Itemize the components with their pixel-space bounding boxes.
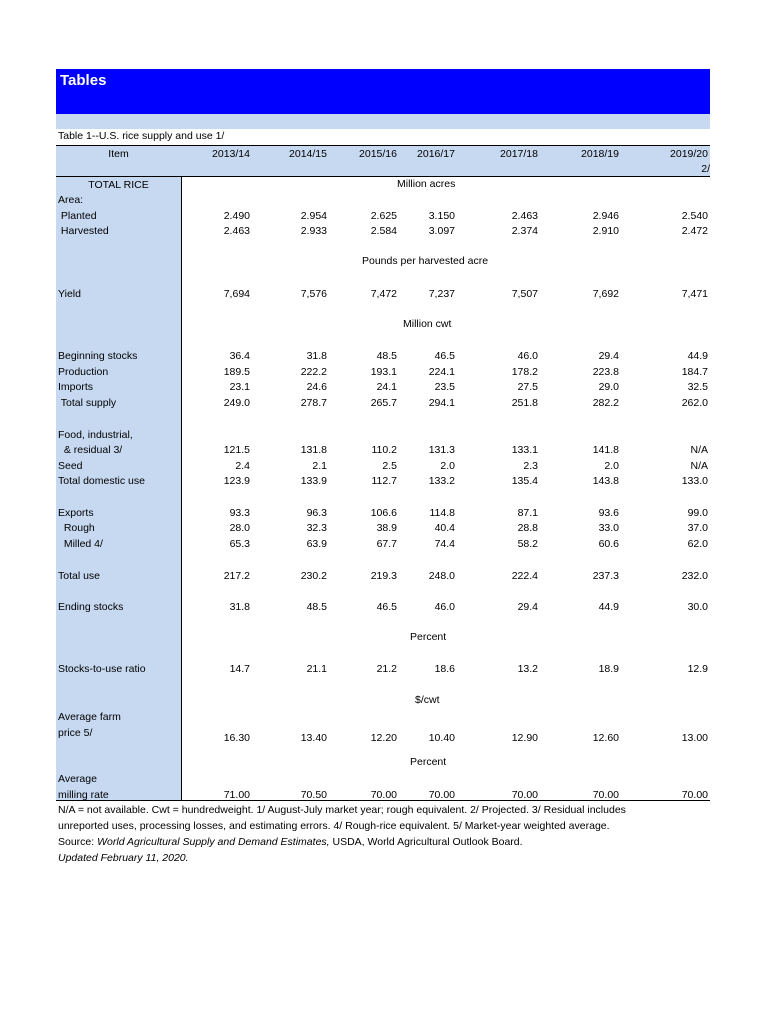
cell-total-supply: 282.2 — [592, 397, 619, 409]
cell-harvested: 2.584 — [370, 225, 397, 237]
cell-milling-rate: 70.00 — [511, 789, 538, 801]
cell-total-use: 219.3 — [370, 570, 397, 582]
cell-beginning-stocks: 44.9 — [687, 350, 708, 362]
label-stocks-to-use: Stocks-to-use ratio — [58, 663, 146, 675]
cell-milled: 60.6 — [598, 538, 619, 550]
cell-yield: 7,471 — [681, 288, 708, 300]
cell-rough: 33.0 — [598, 522, 619, 534]
label-food-1: Food, industrial, — [58, 429, 133, 441]
source-prefix: Source: — [58, 836, 98, 848]
cell-rough: 38.9 — [376, 522, 397, 534]
label-rough: Rough — [58, 522, 95, 534]
cell-imports: 32.5 — [687, 381, 708, 393]
cell-harvested: 2.910 — [592, 225, 619, 237]
cell-total-domestic-use: 123.9 — [223, 475, 250, 487]
cell-stocks-to-use: 12.9 — [687, 663, 708, 675]
cell-milled: 58.2 — [517, 538, 538, 550]
year-header: 2018/19 — [581, 148, 619, 160]
cell-seed: 2.1 — [312, 460, 327, 472]
cell-food: 131.3 — [428, 444, 455, 456]
section-total-rice: TOTAL RICE — [88, 179, 149, 191]
cell-production: 178.2 — [511, 366, 538, 378]
unit-million-acres: Million acres — [397, 178, 456, 190]
label-production: Production — [58, 366, 109, 378]
label-imports: Imports — [58, 381, 94, 393]
cell-imports: 23.1 — [229, 381, 250, 393]
year-header: 2013/14 — [212, 148, 250, 160]
cell-beginning-stocks: 36.4 — [229, 350, 250, 362]
cell-stocks-to-use: 18.6 — [434, 663, 455, 675]
label-farm-price-1: Average farm — [58, 711, 121, 723]
cell-rough: 28.8 — [517, 522, 538, 534]
cell-stocks-to-use: 13.2 — [517, 663, 538, 675]
notes-line-2: unreported uses, processing losses, and estimating errors. 4/ Rough-rice equivalent. 5/ Market-year weighted average. — [58, 820, 610, 832]
cell-yield: 7,472 — [370, 288, 397, 300]
cell-food: 110.2 — [371, 444, 397, 456]
cell-rough: 40.4 — [434, 522, 455, 534]
cell-milling-rate: 70.00 — [428, 789, 455, 801]
cell-ending-stocks: 29.4 — [517, 601, 538, 613]
cell-imports: 29.0 — [598, 381, 619, 393]
label-total-domestic-use: Total domestic use — [58, 475, 145, 487]
label-milling-1: Average — [58, 773, 97, 785]
cell-exports: 93.6 — [598, 507, 619, 519]
cell-planted: 2.490 — [223, 210, 250, 222]
cell-harvested: 2.374 — [511, 225, 538, 237]
header-bottom-rule — [56, 176, 710, 177]
cell-ending-stocks: 46.0 — [434, 601, 455, 613]
cell-food: 121.5 — [223, 444, 250, 456]
label-milled: Milled 4/ — [58, 538, 103, 550]
unit-dollar-cwt: $/cwt — [415, 694, 440, 706]
cell-yield: 7,576 — [300, 288, 327, 300]
cell-stocks-to-use: 21.1 — [306, 663, 327, 675]
cell-exports: 96.3 — [306, 507, 327, 519]
cell-production: 193.1 — [370, 366, 397, 378]
cell-stocks-to-use: 21.2 — [376, 663, 397, 675]
cell-milling-rate: 70.00 — [681, 789, 708, 801]
cell-rough: 37.0 — [687, 522, 708, 534]
label-area: Area: — [58, 194, 84, 206]
label-harvested: Harvested — [58, 225, 109, 237]
cell-milling-rate: 70.00 — [370, 789, 397, 801]
notes-line-1: N/A = not available. Cwt = hundredweight. 1/ August-July market year; rough equivalent. 2/ Projected. 3/ Residual includes — [58, 804, 626, 816]
cell-farm-price: 16.30 — [223, 732, 250, 744]
cell-total-use: 217.2 — [223, 570, 250, 582]
label-planted: Planted — [58, 210, 97, 222]
header-top-rule — [56, 145, 710, 146]
cell-harvested: 2.463 — [223, 225, 250, 237]
cell-farm-price: 10.40 — [428, 732, 455, 744]
tables-banner — [56, 69, 710, 114]
cell-production: 189.5 — [223, 366, 250, 378]
cell-milling-rate: 71.00 — [223, 789, 250, 801]
cell-total-domestic-use: 135.4 — [511, 475, 538, 487]
cell-seed: 2.5 — [382, 460, 397, 472]
label-exports: Exports — [58, 507, 94, 519]
year-footnote: 2/ — [701, 163, 710, 175]
cell-ending-stocks: 31.8 — [229, 601, 250, 613]
cell-total-use: 222.4 — [511, 570, 538, 582]
cell-production: 223.8 — [592, 366, 619, 378]
cell-yield: 7,692 — [592, 288, 619, 300]
cell-seed: 2.3 — [523, 460, 538, 472]
header-strip — [56, 114, 710, 129]
cell-planted: 2.946 — [592, 210, 619, 222]
table-notes — [58, 802, 718, 866]
table-title: Table 1--U.S. rice supply and use 1/ — [58, 130, 225, 142]
cell-milling-rate: 70.00 — [592, 789, 619, 801]
cell-total-domestic-use: 112.7 — [371, 475, 397, 487]
cell-planted: 3.150 — [428, 210, 455, 222]
cell-farm-price: 13.00 — [681, 732, 708, 744]
label-food-2: & residual 3/ — [58, 444, 123, 456]
cell-ending-stocks: 44.9 — [598, 601, 619, 613]
cell-exports: 87.1 — [517, 507, 538, 519]
cell-farm-price: 12.90 — [511, 732, 538, 744]
cell-exports: 106.6 — [370, 507, 397, 519]
cell-planted: 2.463 — [511, 210, 538, 222]
cell-stocks-to-use: 14.7 — [229, 663, 250, 675]
source-suffix: USDA, World Agricultural Outlook Board. — [329, 836, 523, 848]
cell-farm-price: 12.60 — [592, 732, 619, 744]
unit-million-cwt: Million cwt — [403, 318, 452, 330]
cell-beginning-stocks: 29.4 — [598, 350, 619, 362]
cell-seed: N/A — [690, 460, 708, 472]
cell-milled: 65.3 — [229, 538, 250, 550]
label-ending-stocks: Ending stocks — [58, 601, 124, 613]
label-total-use: Total use — [58, 570, 101, 582]
label-milling-2: milling rate — [58, 789, 109, 801]
cell-seed: 2.4 — [235, 460, 250, 472]
cell-milling-rate: 70.50 — [300, 789, 327, 801]
cell-exports: 93.3 — [229, 507, 250, 519]
cell-harvested: 2.933 — [300, 225, 327, 237]
cell-seed: 2.0 — [604, 460, 619, 472]
label-total-supply: Total supply — [58, 397, 117, 409]
cell-imports: 24.6 — [306, 381, 327, 393]
cell-planted: 2.954 — [300, 210, 327, 222]
cell-production: 224.1 — [428, 366, 455, 378]
cell-yield: 7,507 — [511, 288, 538, 300]
cell-total-domestic-use: 143.8 — [592, 475, 619, 487]
cell-exports: 99.0 — [687, 507, 708, 519]
cell-food: 133.1 — [511, 444, 538, 456]
cell-total-supply: 265.7 — [370, 397, 397, 409]
source-italic: World Agricultural Supply and Demand Estimates, — [97, 836, 330, 848]
notes-source — [58, 834, 718, 850]
cell-total-domestic-use: 133.0 — [681, 475, 708, 487]
cell-milled: 62.0 — [687, 538, 708, 550]
cell-beginning-stocks: 31.8 — [306, 350, 327, 362]
cell-milled: 74.4 — [434, 538, 455, 550]
label-beginning-stocks: Beginning stocks — [58, 350, 138, 362]
label-yield: Yield — [58, 288, 81, 300]
cell-milled: 67.7 — [376, 538, 397, 550]
banner-title: Tables — [60, 72, 107, 89]
cell-total-use: 230.2 — [300, 570, 327, 582]
year-header: 2014/15 — [289, 148, 327, 160]
cell-farm-price: 12.20 — [370, 732, 397, 744]
cell-ending-stocks: 46.5 — [376, 601, 397, 613]
year-header: 2015/16 — [359, 148, 397, 160]
cell-planted: 2.540 — [681, 210, 708, 222]
cell-total-domestic-use: 133.2 — [428, 475, 455, 487]
cell-yield: 7,237 — [428, 288, 455, 300]
item-header: Item — [108, 148, 129, 160]
cell-food: N/A — [690, 444, 708, 456]
cell-total-use: 237.3 — [592, 570, 619, 582]
cell-production: 184.7 — [681, 366, 708, 378]
cell-beginning-stocks: 46.0 — [517, 350, 538, 362]
cell-harvested: 3.097 — [428, 225, 455, 237]
cell-yield: 7,694 — [223, 288, 250, 300]
cell-production: 222.2 — [300, 366, 327, 378]
year-header: 2019/20 — [670, 148, 708, 160]
cell-imports: 27.5 — [517, 381, 538, 393]
cell-rough: 28.0 — [229, 522, 250, 534]
label-column-divider — [181, 176, 182, 801]
cell-rough: 32.3 — [306, 522, 327, 534]
cell-total-use: 232.0 — [681, 570, 708, 582]
updated-text: Updated February 11, 2020. — [58, 852, 189, 864]
cell-total-supply: 294.1 — [428, 397, 455, 409]
cell-beginning-stocks: 46.5 — [434, 350, 455, 362]
cell-total-supply: 262.0 — [681, 397, 708, 409]
label-farm-price-2: price 5/ — [58, 727, 93, 739]
unit-pounds-per-acre: Pounds per harvested acre — [362, 255, 489, 267]
cell-exports: 114.8 — [429, 507, 455, 519]
cell-harvested: 2.472 — [681, 225, 708, 237]
cell-planted: 2.625 — [370, 210, 397, 222]
cell-ending-stocks: 30.0 — [687, 601, 708, 613]
cell-beginning-stocks: 48.5 — [376, 350, 397, 362]
cell-total-supply: 251.8 — [511, 397, 538, 409]
label-seed: Seed — [58, 460, 83, 472]
cell-total-supply: 278.7 — [300, 397, 327, 409]
notes-updated — [58, 850, 718, 866]
cell-total-use: 248.0 — [428, 570, 455, 582]
cell-milled: 63.9 — [306, 538, 327, 550]
cell-farm-price: 13.40 — [300, 732, 327, 744]
cell-imports: 24.1 — [376, 381, 397, 393]
cell-seed: 2.0 — [440, 460, 455, 472]
year-header: 2017/18 — [500, 148, 538, 160]
row-label-column — [56, 176, 181, 800]
cell-ending-stocks: 48.5 — [306, 601, 327, 613]
cell-food: 131.8 — [300, 444, 327, 456]
year-header: 2016/17 — [417, 148, 455, 160]
cell-stocks-to-use: 18.9 — [598, 663, 619, 675]
cell-total-supply: 249.0 — [223, 397, 250, 409]
unit-percent-2: Percent — [410, 756, 447, 768]
cell-total-domestic-use: 133.9 — [300, 475, 327, 487]
cell-food: 141.8 — [592, 444, 619, 456]
cell-imports: 23.5 — [434, 381, 455, 393]
unit-percent-1: Percent — [410, 631, 447, 643]
